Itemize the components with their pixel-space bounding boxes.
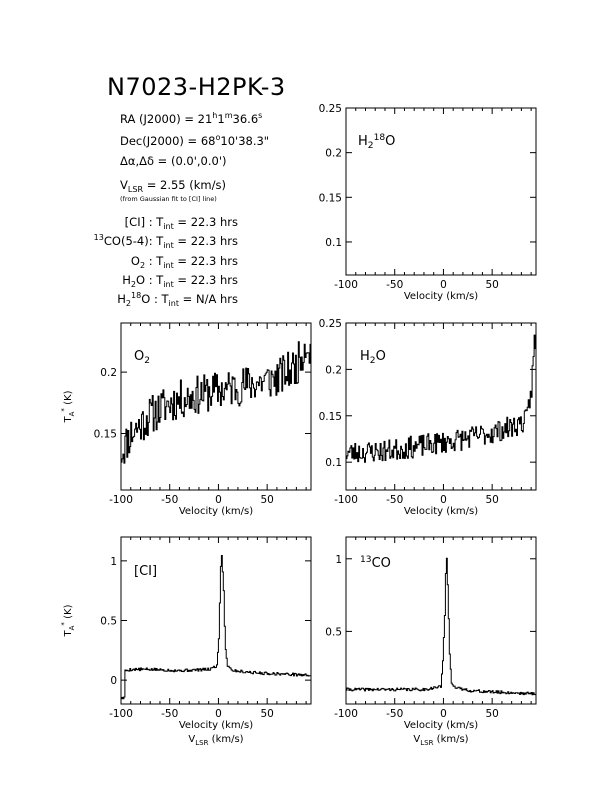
panel-13co bbox=[325, 537, 536, 747]
x-tick-label: -100 bbox=[109, 494, 133, 506]
plot-frame bbox=[346, 323, 536, 490]
spectrum-line bbox=[346, 335, 536, 462]
info-line: [CI] : $T_{int} = 22.3$ hrs bbox=[124, 215, 238, 231]
y-tick-label: 1 bbox=[335, 553, 342, 566]
y-tick-label: 1 bbox=[110, 555, 117, 568]
y-tick-label: 0.2 bbox=[100, 367, 117, 380]
panel-ci bbox=[60, 537, 311, 747]
x-tick-label: -50 bbox=[386, 708, 404, 720]
y-axis-label-text: $T_A^*$ (K) bbox=[60, 604, 76, 637]
panel-h2o bbox=[319, 318, 536, 517]
panel-label: [CI] bbox=[134, 564, 158, 579]
x-tick-label: 0 bbox=[440, 279, 447, 291]
y-tick-label: 0.25 bbox=[318, 318, 342, 330]
x-tick-label: -50 bbox=[161, 708, 179, 720]
x-tick-label: -50 bbox=[386, 279, 404, 291]
observation-info bbox=[94, 111, 269, 308]
y-tick-label: 0.1 bbox=[325, 457, 342, 470]
x-tick-label: -100 bbox=[109, 708, 133, 720]
x-tick-label: 50 bbox=[260, 494, 274, 506]
panel-label: $H_2^{18}O$ bbox=[358, 133, 396, 151]
y-tick-label: 0.5 bbox=[100, 615, 117, 628]
panel-o2 bbox=[60, 323, 311, 517]
info-line: $H_2^{18}O$ : $T_{int} = N/A$ hrs bbox=[117, 291, 238, 308]
x-axis-label: Velocity (km/s) bbox=[403, 506, 479, 517]
y-tick-label: 0.2 bbox=[325, 147, 342, 160]
x-tick-label: 0 bbox=[215, 708, 222, 720]
spectrum-line bbox=[346, 558, 536, 695]
x-tick-label: 0 bbox=[440, 708, 447, 720]
info-line: Δα,Δδ = (0.0',0.0') bbox=[120, 154, 227, 168]
info-line: $^{13}$CO(5-4): $T_{int} = 22.3$ hrs bbox=[93, 233, 238, 250]
y-tick-label: 0.25 bbox=[318, 103, 342, 115]
y-axis-label bbox=[60, 390, 76, 423]
x-axis-label: Velocity (km/s) bbox=[403, 291, 479, 302]
x-tick-label: 50 bbox=[485, 494, 499, 506]
x-tick-label: -100 bbox=[334, 708, 358, 720]
y-tick-label: 0.15 bbox=[318, 410, 342, 423]
x-tick-label: 0 bbox=[215, 494, 222, 506]
x-axis-label: Velocity (km/s) bbox=[403, 720, 479, 731]
info-line: RA (J2000) = 21$^h$1$^m$36.6$^s$ bbox=[120, 111, 263, 126]
x-tick-label: -50 bbox=[161, 494, 179, 506]
panel-label: $^{13}$CO bbox=[360, 555, 391, 571]
x-tick-label: -100 bbox=[334, 494, 358, 506]
x-tick-label: 0 bbox=[440, 494, 447, 506]
info-line: Dec(J2000) = 68$^o$10'38.3" bbox=[120, 133, 270, 148]
x-axis-label: Velocity (km/s) bbox=[178, 720, 254, 731]
info-line: $H_2O$ : $T_{int} = 22.3$ hrs bbox=[122, 273, 238, 289]
panel-label: $O_2$ bbox=[134, 349, 151, 366]
x-tick-label: -50 bbox=[386, 494, 404, 506]
y-tick-label: 0 bbox=[110, 675, 117, 688]
y-tick-label: 0.15 bbox=[318, 192, 342, 205]
x-axis-label: Velocity (km/s) bbox=[178, 506, 254, 517]
panel-label: $H_2O$ bbox=[360, 349, 386, 366]
x-axis-label-vlsr: $V_{LSR}$ (km/s) bbox=[188, 734, 244, 747]
y-axis-label-text: $T_A^*$ (K) bbox=[60, 390, 76, 423]
x-axis-label-vlsr: $V_{LSR}$ (km/s) bbox=[413, 734, 469, 747]
figure-title: N7023-H2PK-3 bbox=[107, 73, 286, 101]
y-tick-label: 0.15 bbox=[93, 428, 117, 441]
plot-frame bbox=[121, 537, 311, 704]
x-tick-label: 50 bbox=[485, 279, 499, 291]
x-tick-label: 50 bbox=[485, 708, 499, 720]
info-line: $O_2$ : $T_{int} = 22.3$ hrs bbox=[130, 254, 238, 270]
info-line: (from Gaussian fit to [CI] line) bbox=[120, 195, 217, 203]
y-tick-label: 0.1 bbox=[325, 236, 342, 249]
y-axis-label bbox=[60, 604, 76, 637]
info-line: $V_{LSR} = 2.55$ (km/s) bbox=[120, 178, 226, 194]
x-tick-label: -100 bbox=[334, 279, 358, 291]
panel-h2_18o bbox=[319, 103, 536, 302]
y-tick-label: 0.5 bbox=[325, 626, 342, 639]
x-tick-label: 50 bbox=[260, 708, 274, 720]
y-tick-label: 0.2 bbox=[325, 364, 342, 377]
